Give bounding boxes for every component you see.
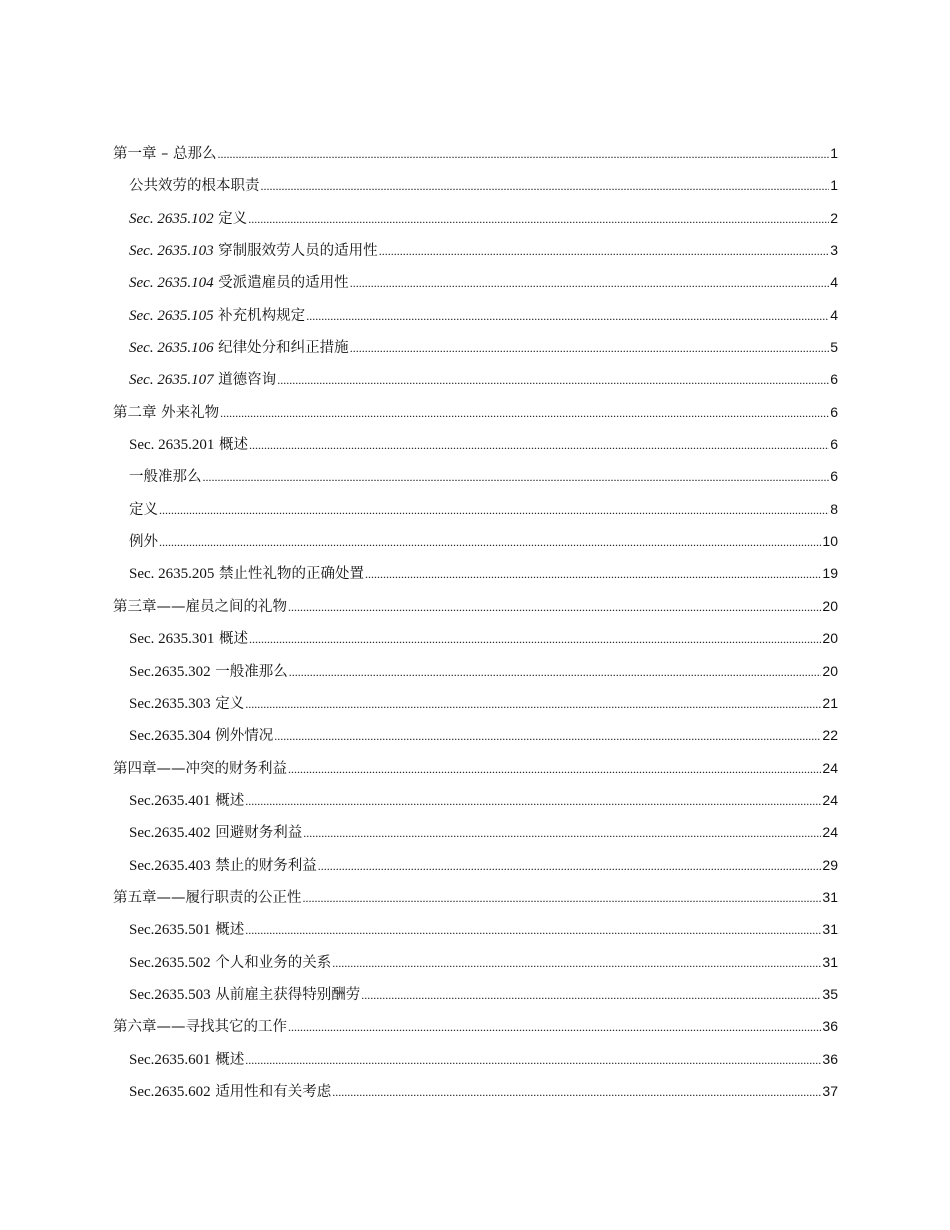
toc-entry-title [129, 169, 260, 202]
toc-entry-title [129, 1075, 331, 1108]
page-number: 24 [822, 759, 838, 776]
toc-entry-title [129, 687, 244, 720]
dot-leader [248, 203, 829, 235]
table-of-contents [113, 137, 838, 1107]
page-number: 20 [822, 662, 838, 679]
toc-section-entry[interactable] [113, 331, 838, 363]
page-number: 24 [822, 791, 838, 808]
toc-chapter-entry[interactable] [113, 881, 838, 913]
toc-section-entry[interactable] [113, 913, 838, 945]
toc-section-entry[interactable] [113, 202, 838, 234]
toc-entry-title [113, 396, 219, 429]
entry-text: 定义 [129, 501, 158, 518]
entry-text: 从前雇主获得特别酬劳 [210, 986, 361, 1003]
dot-leader [289, 656, 822, 688]
entry-text: 第一章 – 总那么 [113, 146, 217, 162]
entry-text: 第三章——雇员之间的礼物 [113, 598, 287, 615]
toc-entry-title [129, 266, 349, 299]
entry-text: 例外 [129, 534, 158, 551]
page-number: 6 [830, 436, 838, 453]
dot-leader [361, 979, 821, 1011]
toc-section-entry[interactable] [113, 622, 838, 654]
dot-leader [306, 300, 829, 332]
toc-section-entry[interactable] [113, 234, 838, 266]
section-code: Sec. 2635.103 [129, 243, 214, 260]
entry-text: 纪律处分和纠正措施 [213, 340, 349, 357]
toc-entry-title [129, 493, 158, 526]
dot-leader [220, 397, 829, 429]
entry-text: 第六章——寻找其它的工作 [113, 1019, 287, 1036]
toc-section-entry[interactable] [113, 525, 838, 557]
toc-section-entry[interactable] [113, 363, 838, 395]
toc-section-entry[interactable] [113, 946, 838, 978]
entry-text: 适用性和有关考虑 [210, 1083, 332, 1100]
entry-text: 定义 [213, 210, 248, 227]
section-code: Sec. 2635.106 [129, 340, 214, 357]
page-number: 22 [822, 727, 838, 744]
section-code: Sec.2635.302 [129, 663, 211, 680]
entry-text: 概述 [210, 792, 245, 809]
section-code: Sec.2635.403 [129, 857, 211, 874]
entry-text: 受派遣雇员的适用性 [213, 275, 349, 292]
toc-section-entry[interactable] [113, 687, 838, 719]
page-number: 6 [830, 468, 838, 485]
entry-text: 一般准那么 [210, 663, 288, 680]
toc-entry-title [129, 525, 158, 558]
dot-leader [159, 494, 829, 526]
dot-leader [217, 138, 829, 170]
page-number: 31 [822, 953, 838, 970]
page-number: 6 [830, 403, 838, 420]
page-number: 4 [830, 274, 838, 291]
dot-leader [245, 914, 821, 946]
page-number: 4 [830, 306, 838, 323]
dot-leader [288, 591, 821, 623]
entry-text: 概述 [210, 922, 245, 939]
section-code: Sec.2635.401 [129, 792, 211, 809]
dot-leader [203, 461, 830, 493]
section-code: Sec.2635.303 [129, 695, 211, 712]
page-number: 21 [822, 694, 838, 711]
page-number: 3 [830, 242, 838, 259]
page-number: 35 [822, 985, 838, 1002]
page-number: 36 [822, 1018, 838, 1035]
toc-entry-title [129, 202, 247, 235]
toc-entry-title [129, 913, 244, 946]
entry-text: 定义 [210, 695, 245, 712]
page-number: 19 [822, 565, 838, 582]
section-code: Sec. 2635.104 [129, 275, 214, 292]
toc-entry-title [129, 946, 331, 979]
section-code: Sec.2635.602 [129, 1083, 211, 1100]
section-code: Sec.2635.501 [129, 922, 211, 939]
toc-entry-title [129, 428, 248, 461]
dot-leader [277, 364, 829, 396]
toc-section-entry[interactable] [113, 1043, 838, 1075]
dot-leader [261, 170, 830, 202]
dot-leader [365, 558, 821, 590]
entry-text: 一般准那么 [129, 469, 202, 486]
toc-entry-title [129, 655, 288, 688]
dot-leader [350, 332, 830, 364]
toc-entry-title [113, 752, 287, 785]
section-code: Sec. 2635.201 [129, 437, 215, 454]
toc-section-entry[interactable] [113, 266, 838, 298]
toc-entry-title [129, 363, 276, 396]
toc-section-entry[interactable] [113, 655, 838, 687]
page-number: 2 [830, 209, 838, 226]
entry-text: 第四章——冲突的财务利益 [113, 760, 287, 777]
entry-text: 禁止性礼物的正确处置 [214, 566, 365, 583]
toc-entry-title [129, 816, 302, 849]
entry-text: 禁止的财务利益 [210, 857, 317, 874]
entry-text: 第二章 外来礼物 [113, 404, 220, 421]
dot-leader [288, 1011, 821, 1043]
toc-chapter-entry[interactable] [113, 590, 838, 622]
entry-text: 回避财务利益 [210, 825, 303, 842]
dot-leader [245, 1044, 821, 1076]
dot-leader [245, 688, 821, 720]
page-number: 31 [822, 921, 838, 938]
page-number: 29 [822, 856, 838, 873]
toc-chapter-entry[interactable] [113, 137, 838, 169]
toc-section-entry[interactable] [113, 428, 838, 460]
dot-leader [303, 882, 822, 914]
toc-entry-title [113, 1010, 287, 1043]
dot-leader [318, 850, 822, 882]
toc-section-entry[interactable] [113, 460, 838, 492]
page-number: 31 [822, 888, 838, 905]
toc-entry-title [113, 881, 302, 914]
page-number: 24 [822, 824, 838, 841]
toc-chapter-entry[interactable] [113, 1010, 838, 1042]
entry-text: 概述 [210, 1051, 245, 1068]
dot-leader [249, 429, 829, 461]
entry-text: 例外情况 [210, 728, 274, 745]
toc-entry-title [129, 784, 244, 817]
entry-text: 概述 [214, 631, 249, 648]
dot-leader [332, 947, 821, 979]
toc-entry-title [129, 460, 202, 493]
section-code: Sec. 2635.301 [129, 631, 215, 648]
toc-section-entry[interactable] [113, 719, 838, 751]
page-number: 37 [822, 1082, 838, 1099]
section-code: Sec. 2635.105 [129, 307, 214, 324]
section-code: Sec.2635.402 [129, 825, 211, 842]
entry-text: 道德咨询 [213, 372, 277, 389]
toc-entry-title [129, 978, 360, 1011]
toc-entry-title [129, 299, 305, 332]
dot-leader [288, 753, 821, 785]
entry-text: 第五章——履行职责的公正性 [113, 889, 302, 906]
dot-leader [303, 817, 821, 849]
toc-chapter-entry[interactable] [113, 396, 838, 428]
page-number: 1 [830, 177, 838, 194]
toc-entry-title [129, 849, 317, 882]
toc-section-entry[interactable] [113, 493, 838, 525]
section-code: Sec. 2635.107 [129, 372, 214, 389]
toc-section-entry[interactable] [113, 299, 838, 331]
section-code: Sec.2635.601 [129, 1051, 211, 1068]
page-number: 36 [822, 1050, 838, 1067]
toc-section-entry[interactable] [113, 169, 838, 201]
dot-leader [332, 1076, 821, 1108]
entry-text: 补充机构规定 [213, 307, 306, 324]
page-number: 8 [830, 500, 838, 517]
toc-entry-title [129, 234, 378, 267]
dot-leader [245, 785, 821, 817]
entry-text: 穿制服效劳人员的适用性 [213, 243, 378, 260]
toc-section-entry[interactable] [113, 784, 838, 816]
page-number: 20 [822, 630, 838, 647]
page-number: 1 [830, 145, 838, 161]
toc-section-entry[interactable] [113, 978, 838, 1010]
dot-leader [249, 623, 821, 655]
entry-text: 公共效劳的根本职责 [129, 178, 260, 195]
toc-entry-title [129, 557, 364, 590]
toc-entry-title [129, 331, 349, 364]
dot-leader [350, 267, 830, 299]
dot-leader [274, 720, 821, 752]
toc-section-entry[interactable] [113, 849, 838, 881]
toc-entry-title [129, 622, 248, 655]
section-code: Sec.2635.304 [129, 728, 211, 745]
toc-chapter-entry[interactable] [113, 752, 838, 784]
toc-entry-title [113, 137, 216, 170]
dot-leader [159, 526, 821, 558]
dot-leader [379, 235, 830, 267]
section-code: Sec. 2635.102 [129, 210, 214, 227]
section-code: Sec.2635.503 [129, 986, 211, 1003]
section-code: Sec. 2635.205 [129, 566, 215, 583]
toc-section-entry[interactable] [113, 557, 838, 589]
page-number: 6 [830, 371, 838, 388]
page-number: 20 [822, 597, 838, 614]
toc-section-entry[interactable] [113, 1075, 838, 1107]
toc-entry-title [113, 590, 287, 623]
toc-entry-title [129, 719, 273, 752]
entry-text: 概述 [214, 437, 249, 454]
section-code: Sec.2635.502 [129, 954, 211, 971]
page-number: 5 [830, 339, 838, 356]
toc-entry-title [129, 1043, 244, 1076]
toc-section-entry[interactable] [113, 816, 838, 848]
entry-text: 个人和业务的关系 [210, 954, 332, 971]
page-number: 10 [822, 533, 838, 550]
